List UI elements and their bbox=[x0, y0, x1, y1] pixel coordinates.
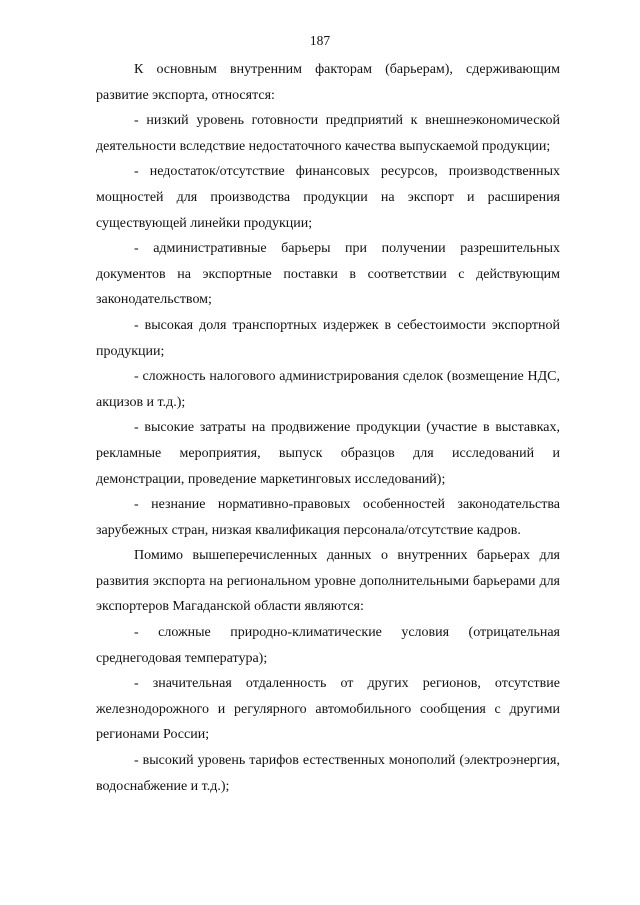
barrier-item-tax: - сложность налогового администрирования сделок (возмещение НДС, акцизов и т.д.); bbox=[96, 369, 560, 410]
barrier-item-administrative: - административные барьеры при получении разрешительных документов на экспортные поставки в соответствии с действующим законодательством; bbox=[96, 241, 560, 308]
barrier-item-financial: - недостаток/отсутствие финансовых ресурсов, производственных мощностей для производства продукции на экспорт и расширения существующей линейки продукции; bbox=[96, 164, 560, 231]
document-body bbox=[96, 57, 560, 799]
barrier-item-readiness: - низкий уровень готовности предприятий к внешнеэкономической деятельности вследствие недостаточного качества выпускаемой продукции; bbox=[96, 113, 560, 154]
barrier-item-transport: - высокая доля транспортных издержек в себестоимости экспортной продукции; bbox=[96, 317, 560, 359]
regional-barrier-climate: - сложные природно-климатические условия (отрицательная среднегодовая температура); bbox=[96, 625, 560, 666]
intro-paragraph: К основным внутренним факторам (барьерам), сдерживающим развитие экспорта, относятся: bbox=[96, 62, 560, 103]
regional-barrier-tariffs: - высокий уровень тарифов естественных монополий (электроэнергия, водоснабжение и т.д.); bbox=[96, 753, 560, 794]
page-number: 187 bbox=[309, 33, 331, 48]
regional-barrier-remoteness: - значительная отдаленность от других регионов, отсутствие железнодорожного и регулярного автомобильного сообщения с другими регионами России; bbox=[96, 676, 560, 743]
regional-paragraph: Помимо вышеперечисленных данных о внутренних барьерах для развития экспорта на региональном уровне дополнительными барьерами для экспортеров Магаданской области являются: bbox=[96, 548, 560, 615]
barrier-item-promotion: - высокие затраты на продвижение продукции (участие в выставках, рекламные мероприятия, выпуск образцов для исследований и демонстрации, проведение маркетинговых исследований); bbox=[96, 420, 560, 487]
barrier-item-legal: - незнание нормативно-правовых особенностей законодательства зарубежных стран, низкая квалификация персонала/отсутствие кадров. bbox=[96, 497, 560, 538]
